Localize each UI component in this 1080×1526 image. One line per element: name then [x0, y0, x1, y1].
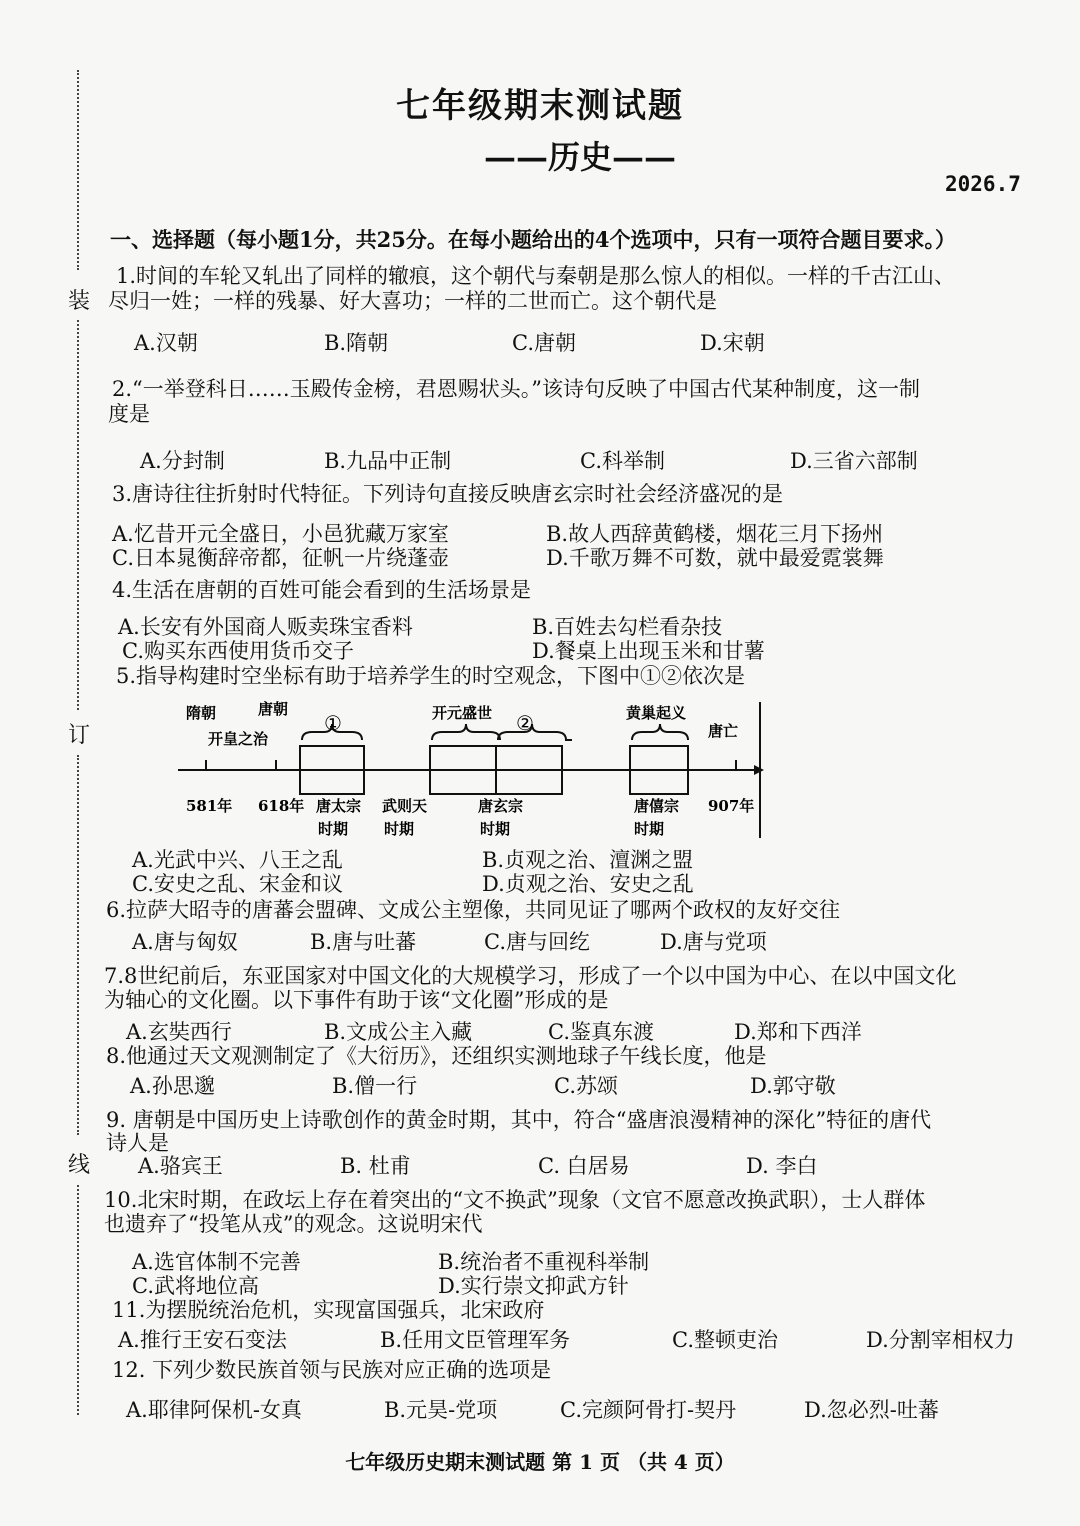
option: A.选官体制不完善 [132, 1250, 301, 1274]
question-text: 5.指导构建时空坐标有助于培养学生的时空观念，下图中①②依次是 [116, 664, 746, 688]
timeline-label: 开元盛世 [432, 704, 493, 722]
option: B.元昊-党项 [384, 1398, 498, 1422]
option: C.日本晁衡辞帝都，征帆一片绕蓬壶 [112, 546, 449, 570]
subject-subtitle: ——历史—— [483, 138, 676, 176]
timeline-label: 时期 [318, 820, 349, 838]
option: D.宋朝 [700, 331, 765, 355]
option: A.汉朝 [134, 331, 198, 355]
binding-mark: 订 [68, 723, 91, 748]
option: A.光武中兴、八王之乱 [132, 848, 343, 872]
option: C.完颜阿骨打-契丹 [560, 1398, 737, 1422]
question-text: 12. 下列少数民族首领与民族对应正确的选项是 [112, 1358, 552, 1382]
binding-line [77, 320, 79, 710]
option: D.实行崇文抑武方针 [438, 1274, 629, 1298]
option: D.郭守敬 [750, 1074, 836, 1098]
option: A.长安有外国商人贩卖珠宝香料 [118, 615, 413, 639]
timeline-label: ② [516, 711, 534, 735]
binding-line [77, 1185, 79, 1415]
timeline-label: 唐亡 [708, 722, 739, 740]
option: C. 白居易 [538, 1154, 630, 1178]
option: B.任用文臣管理军务 [380, 1328, 571, 1352]
brace [632, 724, 688, 740]
brace [498, 724, 572, 740]
question-text: 为轴心的文化圈。以下事件有助于该“文化圈”形成的是 [104, 988, 609, 1012]
page-footer: 七年级历史期末测试题 第 1 页 （共 4 页） [345, 1450, 735, 1474]
question-text: 8.他通过天文观测制定了《大衍历》，还组织实测地球子午线长度，他是 [106, 1044, 767, 1068]
timeline-label: 黄巢起义 [626, 704, 687, 722]
question-text: 1.时间的车轮又轧出了同样的辙痕，这个朝代与秦朝是那么惊人的相似。一样的千古江山、 [116, 264, 956, 288]
option: C.安史之乱、宋金和议 [132, 872, 343, 896]
timeline-label: 唐太宗 [316, 797, 362, 815]
option: C.整顿吏治 [672, 1328, 778, 1352]
option: A.唐与匈奴 [132, 930, 238, 954]
page-title: 七年级期末测试题 [396, 86, 684, 126]
timeline-label: 武则天 [382, 797, 428, 815]
timeline-label: 时期 [634, 820, 665, 838]
option: D. 李白 [746, 1154, 818, 1178]
question-text: 也遗弃了“投笔从戎”的观念。这说明宋代 [104, 1212, 483, 1236]
option: D.贞观之治、安史之乱 [482, 872, 694, 896]
exam-date: 2026.7 [945, 172, 1021, 196]
option: C.唐与回纥 [484, 930, 590, 954]
option: C.苏颂 [554, 1074, 618, 1098]
timeline-label: 唐朝 [258, 700, 289, 718]
option: C.武将地位高 [132, 1274, 259, 1298]
option: A.推行王安石变法 [118, 1328, 287, 1352]
option: D.忽必烈-吐蕃 [804, 1398, 939, 1422]
question-text: 尽归一姓；一样的残暴、好大喜功；一样的二世而亡。这个朝代是 [108, 289, 717, 313]
timeline-label: 唐僖宗 [634, 797, 680, 815]
timeline-label: 时期 [480, 820, 511, 838]
binding-mark: 装 [68, 289, 91, 314]
question-text: 9. 唐朝是中国历史上诗歌创作的黄金时期，其中，符合“盛唐浪漫精神的深化”特征的唐代 [106, 1108, 932, 1132]
question-text: 6.拉萨大昭寺的唐蕃会盟碑、文成公主塑像，共同见证了哪两个政权的友好交往 [106, 898, 841, 922]
section-heading: 一、选择题（每小题1分，共25分。在每小题给出的4个选项中，只有一项符合题目要求。） [110, 227, 956, 252]
option: A.忆昔开元全盛日，小邑犹藏万家室 [112, 522, 449, 546]
option: A.分封制 [140, 449, 225, 473]
option: B.百姓去勾栏看杂技 [532, 615, 723, 639]
brace [432, 724, 500, 740]
question-text: 度是 [108, 402, 150, 426]
option: A.耶律阿保机-女真 [126, 1398, 302, 1422]
binding-mark: 线 [68, 1153, 91, 1178]
question-text: 7.8世纪前后，东亚国家对中国文化的大规模学习，形成了一个以中国为中心、在以中国文化 [104, 964, 957, 988]
option: B.唐与吐蕃 [310, 930, 417, 954]
timeline-label: 唐玄宗 [478, 797, 524, 815]
option: D.餐桌上出现玉米和甘薯 [532, 639, 765, 663]
option: A.玄奘西行 [126, 1020, 232, 1044]
option: D.三省六部制 [790, 449, 918, 473]
timeline-label: 907年 [708, 797, 755, 815]
timeline-label: 隋朝 [186, 704, 217, 722]
option: B.九品中正制 [324, 449, 452, 473]
timeline-diagram [168, 692, 768, 842]
question-text: 诗人是 [106, 1131, 169, 1155]
option: C.鉴真东渡 [548, 1020, 654, 1044]
option: B.文成公主入藏 [324, 1020, 473, 1044]
option: B.统治者不重视科举制 [438, 1250, 650, 1274]
option: C.唐朝 [512, 331, 576, 355]
question-text: 2.“一举登科日……玉殿传金榜，君恩赐状头。”该诗句反映了中国古代某种制度，这一制 [112, 377, 921, 401]
binding-line [77, 755, 79, 1135]
timeline-label: 618年 [258, 797, 305, 815]
option: B.故人西辞黄鹤楼，烟花三月下扬州 [546, 522, 884, 546]
timeline-label: 时期 [384, 820, 415, 838]
timeline-label: 581年 [186, 797, 233, 815]
question-text: 10.北宋时期，在政坛上存在着突出的“文不换武”现象（文官不愿意改换武职），士人群体 [104, 1188, 926, 1212]
option: C.购买东西使用货币交子 [122, 639, 354, 663]
option: B.隋朝 [324, 331, 389, 355]
question-text: 4.生活在唐朝的百姓可能会看到的生活场景是 [112, 578, 532, 602]
option: D.郑和下西洋 [734, 1020, 862, 1044]
option: A.孙思邈 [130, 1074, 215, 1098]
question-text: 3.唐诗往往折射时代特征。下列诗句直接反映唐玄宗时社会经济盛况的是 [112, 482, 784, 506]
question-text: 11.为摆脱统治危机，实现富国强兵，北宋政府 [112, 1298, 545, 1322]
option: D.千歌万舞不可数，就中最爱霓裳舞 [546, 546, 884, 570]
option: C.科举制 [580, 449, 665, 473]
timeline-label: ① [324, 711, 342, 735]
option: B.僧一行 [332, 1074, 418, 1098]
option: D.分割宰相权力 [866, 1328, 1015, 1352]
option: B. 杜甫 [340, 1154, 411, 1178]
option: A.骆宾王 [138, 1154, 223, 1178]
option: B.贞观之治、澶渊之盟 [482, 848, 694, 872]
option: D.唐与党项 [660, 930, 767, 954]
timeline-label: 开皇之治 [208, 730, 269, 748]
